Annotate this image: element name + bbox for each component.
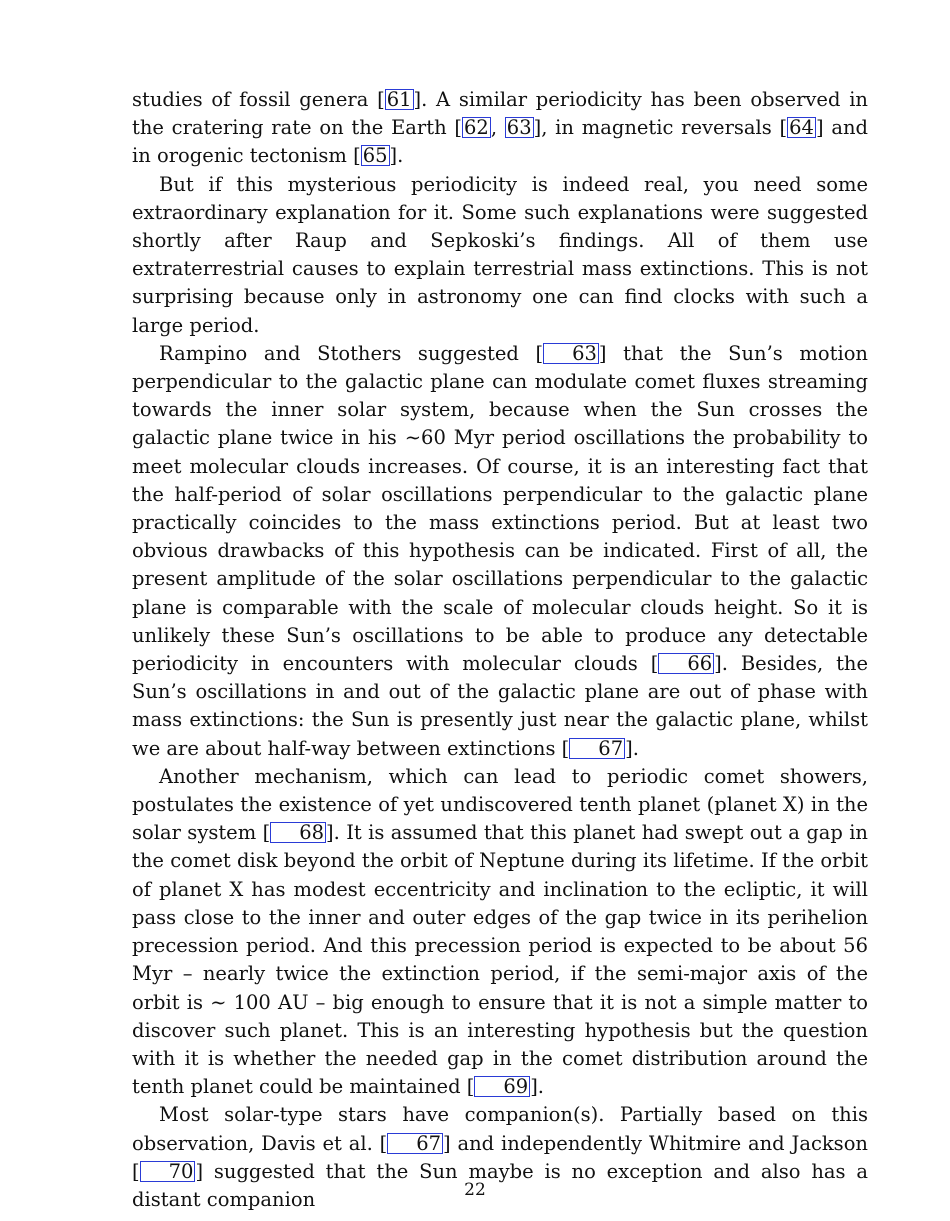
citation-link[interactable]: 61	[386, 88, 412, 111]
paragraph-text: ]. It is assumed that this planet had swept out a gap in the comet disk beyond the orbit of Neptune during its lifetime. If the orbit of planet X has modest eccentricity and inclination to the ecliptic, it will pass close to the inner and outer edges of the gap twice in its perihelion precession period. And this precession period is expected to be about 56 Myr – nearly twice the extinction period, if the semi-major axis of the orbit is ∼ 100 AU – big enough to ensure that it is not a simple matter to discover such planet. This is an interesting hypothesis but the question with it is whether the needed gap in the comet distribution around the tenth planet could be maintained [	[132, 821, 868, 1099]
citation-link[interactable]: 63	[506, 116, 532, 140]
citation-link[interactable]: 68	[270, 822, 326, 843]
paragraph-text: ]. Besides, the Sun’s oscillations in and out of the galactic plane are out of phase with mass extinctions: the Sun is presently just near the galactic plane, whilst we are about half-way between extinctions [	[132, 652, 868, 760]
paragraph-text: ].	[530, 1075, 545, 1099]
citation-link[interactable]: 65	[362, 144, 388, 168]
paragraph-text: ] and independently Whitmire and Jackson [	[132, 1131, 868, 1183]
paragraph-text: Rampino and Stothers suggested [	[159, 341, 544, 365]
paragraph-text: But if this mysterious periodicity is indeed real, you need some extraordinary explanation for it. Some such explanations were suggested shortly after Raup and Sepkoski’s findings. All of them use extraterrestrial causes to explain terrestrial mass extinctions. This is not surprising because only in astronomy one can find clocks with such a large period.	[132, 172, 868, 337]
paragraph	[132, 86, 868, 171]
paragraph-text: ] that the Sun’s motion perpendicular to the galactic plane can modulate comet fluxes streaming towards the inner solar system, because when the Sun crosses the galactic plane twice in his ∼60 Myr period oscillations the probability to meet molecular clouds increases. Of course, it is an interesting fact that the half-period of solar oscillations perpendicular to the galactic plane practically coincides to the mass extinctions period. But at least two obvious drawbacks of this hypothesis can be indicated. First of all, the present amplitude of the solar oscillations perpendicular to the galactic plane is comparable with the scale of molecular clouds height. So it is unlikely these Sun’s oscillations to be able to produce any detectable periodicity in encounters with molecular clouds [	[132, 341, 868, 676]
citation-link[interactable]: 66	[658, 653, 714, 674]
paragraph-text: ] and in orogenic tectonism [	[132, 116, 868, 168]
paragraph-text: ], in magnetic reversals [	[533, 116, 788, 140]
citation-link[interactable]: 70	[140, 1161, 196, 1182]
paragraph-text: ]. A similar periodicity has been observed in the cratering rate on the Earth [	[132, 88, 868, 140]
paragraph-text: ] suggested that the Sun maybe is no exception and also has a distant companion	[132, 1159, 868, 1211]
citation-link[interactable]: 62	[464, 116, 489, 140]
citation-link[interactable]: 64	[789, 116, 814, 140]
citation-link[interactable]: 67	[387, 1133, 443, 1154]
paragraph-text: ,	[490, 116, 505, 140]
citation-link[interactable]: 69	[474, 1076, 530, 1097]
page-number: 22	[464, 1180, 486, 1200]
paragraph-text: ].	[625, 736, 639, 760]
paragraph	[132, 340, 868, 763]
paragraph	[132, 171, 868, 340]
paragraph-text: Another mechanism, which can lead to periodic comet showers, postulates the existence of yet undiscovered tenth planet (planet X) in the solar system [	[132, 764, 868, 845]
citation-link[interactable]: 63	[543, 343, 599, 364]
page-body	[132, 86, 868, 1214]
paragraph-text: studies of fossil genera [	[132, 88, 385, 111]
citation-link[interactable]: 67	[569, 738, 625, 759]
paragraph	[132, 763, 868, 1101]
paragraph-text: Most solar-type stars have companion(s). Partially based on this observation, Davis et al. [	[132, 1103, 868, 1155]
paragraph-text: ].	[389, 144, 404, 168]
